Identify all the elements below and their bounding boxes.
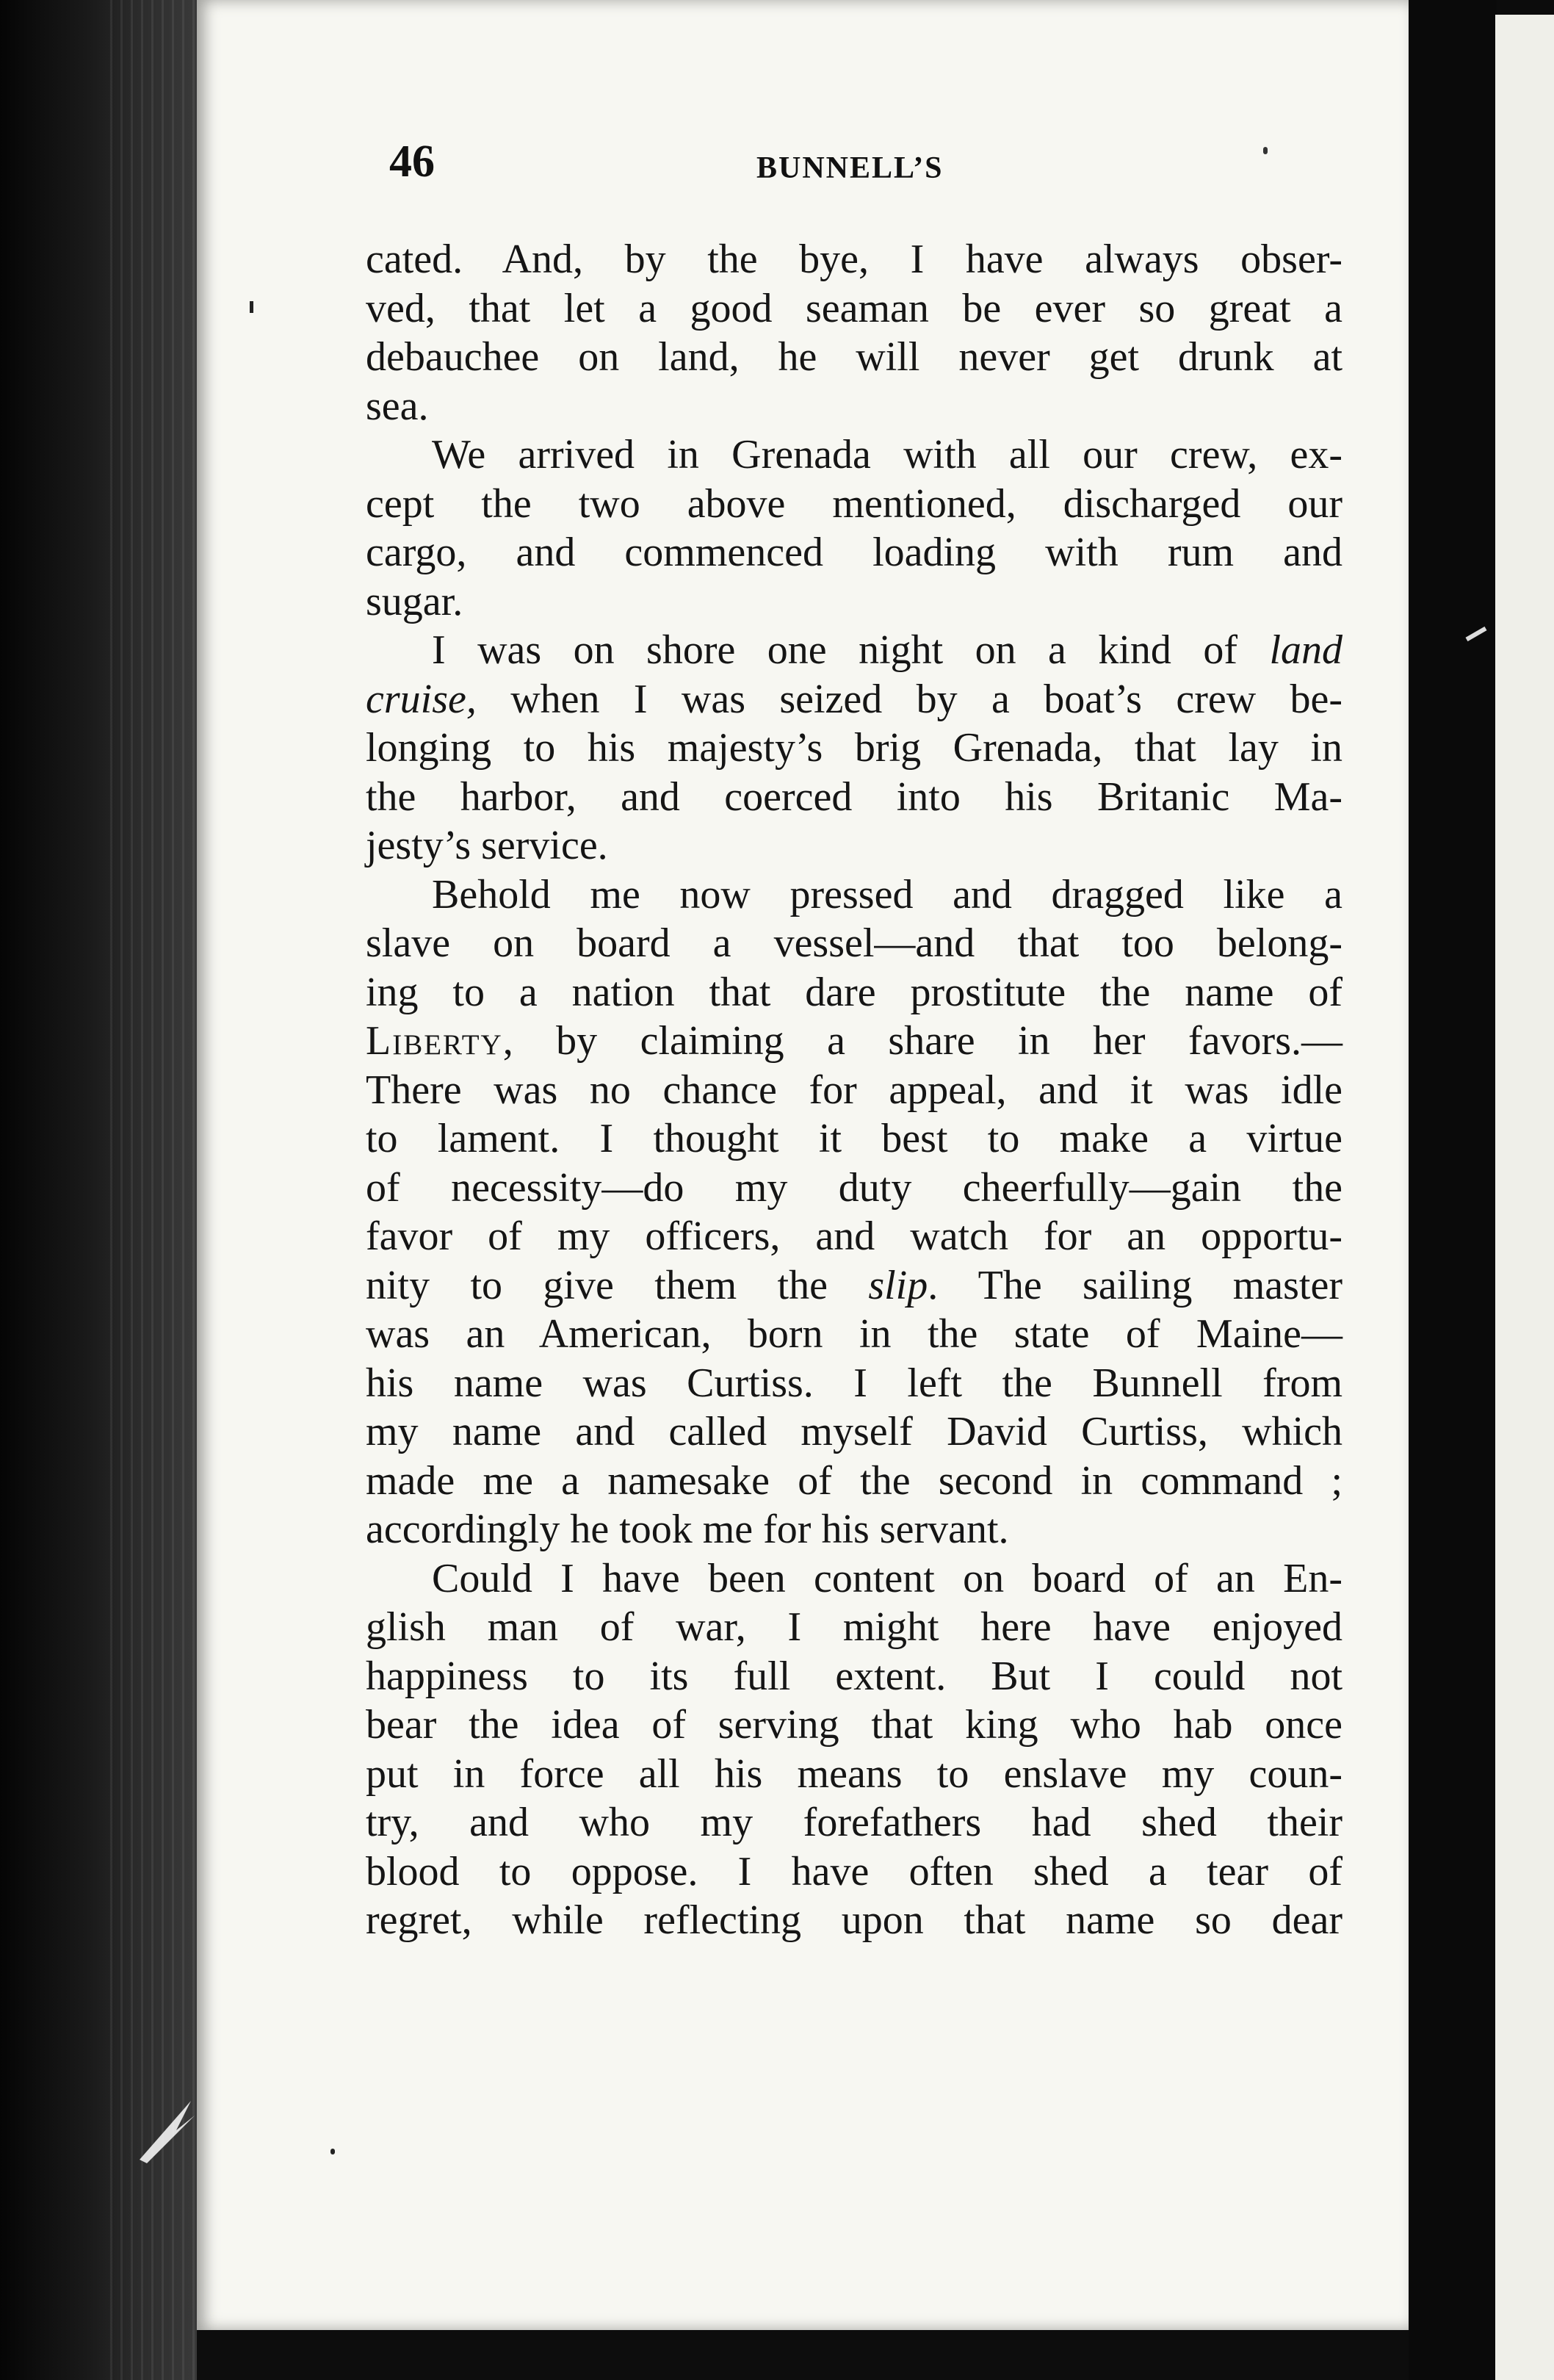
text-line (366, 626, 1342, 675)
text-fragment: when I was seized by a boat’s crew be- (510, 676, 1343, 722)
text-fragment: nity to give them the (366, 1262, 828, 1308)
text-fragment: . The sailing master (928, 1262, 1342, 1308)
italic-word: land (1269, 627, 1342, 673)
text-line: cargo, and commenced loading with rum and (366, 530, 1342, 575)
text-line: cated. And, by the bye, I have always obser- (366, 237, 1342, 282)
italic-word: cruise, (366, 676, 477, 722)
text-line: favor of my officers, and watch for an opportu- (366, 1214, 1342, 1259)
text-line: Could I have been content on board of an En- (432, 1555, 1342, 1601)
text-line: debauchee on land, he will never get drunk at (366, 334, 1342, 380)
text-line (366, 1017, 1342, 1066)
text-line (366, 1261, 1342, 1310)
small-caps-word: Liberty (366, 1018, 503, 1064)
page-number: 46 (389, 137, 435, 187)
text-line: blood to oppose. I have often shed a tear of (366, 1848, 1342, 1894)
text-line: ing to a nation that dare prostitute the name of (366, 969, 1342, 1015)
text-line: jesty’s service. (366, 823, 608, 868)
text-line: Behold me now pressed and dragged like a (432, 871, 1342, 917)
adjacent-page-edge (1495, 15, 1554, 2380)
text-line: bear the idea of serving that king who hab once (366, 1702, 1342, 1748)
text-line: ved, that let a good seaman be ever so great a (366, 285, 1342, 331)
text-line: longing to his majesty’s brig Grenada, that lay in (366, 725, 1342, 771)
text-line: cept the two above mentioned, discharged our (366, 480, 1342, 527)
text-line: my name and called myself David Curtiss, which (366, 1409, 1342, 1454)
text-line: sugar. (366, 578, 463, 624)
text-line: try, and who my forefathers had shed their (366, 1800, 1342, 1845)
page-edge-shadow (1409, 0, 1497, 2380)
text-line: glish man of war, I might here have enjoyed (366, 1604, 1342, 1650)
text-fragment: , by claiming a share in her favors.— (502, 1018, 1342, 1064)
text-line: happiness to its full extent. But I could not (366, 1653, 1342, 1699)
book-spine-texture (110, 0, 198, 2380)
text-line: sea. (366, 383, 429, 429)
text-line: his name was Curtiss. I left the Bunnell from (366, 1360, 1342, 1406)
text-line: There was no chance for appeal, and it was idle (366, 1067, 1342, 1113)
text-line: to lament. I thought it best to make a virtue (366, 1116, 1342, 1161)
text-line: was an American, born in the state of Maine— (366, 1311, 1342, 1357)
page-header (389, 136, 1344, 202)
text-line: the harbor, and coerced into his Britanic Ma- (366, 774, 1342, 820)
text-fragment: I was on shore one night on a kind of (432, 627, 1237, 673)
text-line (366, 675, 1342, 724)
italic-word: slip (868, 1262, 928, 1308)
text-line: slave on board a vessel—and that too belong- (366, 920, 1342, 966)
running-head: BUNNELL’S (756, 151, 944, 185)
ink-speck (330, 2149, 335, 2154)
text-line: put in force all his means to enslave my coun- (366, 1750, 1342, 1797)
text-line: made me a namesake of the second in command ; (366, 1457, 1342, 1504)
body-text (366, 235, 1342, 1945)
ink-speck (250, 301, 253, 313)
text-line: of necessity—do my duty cheerfully—gain the (366, 1164, 1342, 1211)
text-line: We arrived in Grenada with all our crew, ex- (432, 432, 1342, 477)
text-line: regret, while reflecting upon that name so dear (366, 1897, 1342, 1943)
text-line: accordingly he took me for his servant. (366, 1507, 1009, 1552)
pen-mark (132, 2086, 198, 2171)
scan-bottom-border (197, 2330, 1409, 2380)
